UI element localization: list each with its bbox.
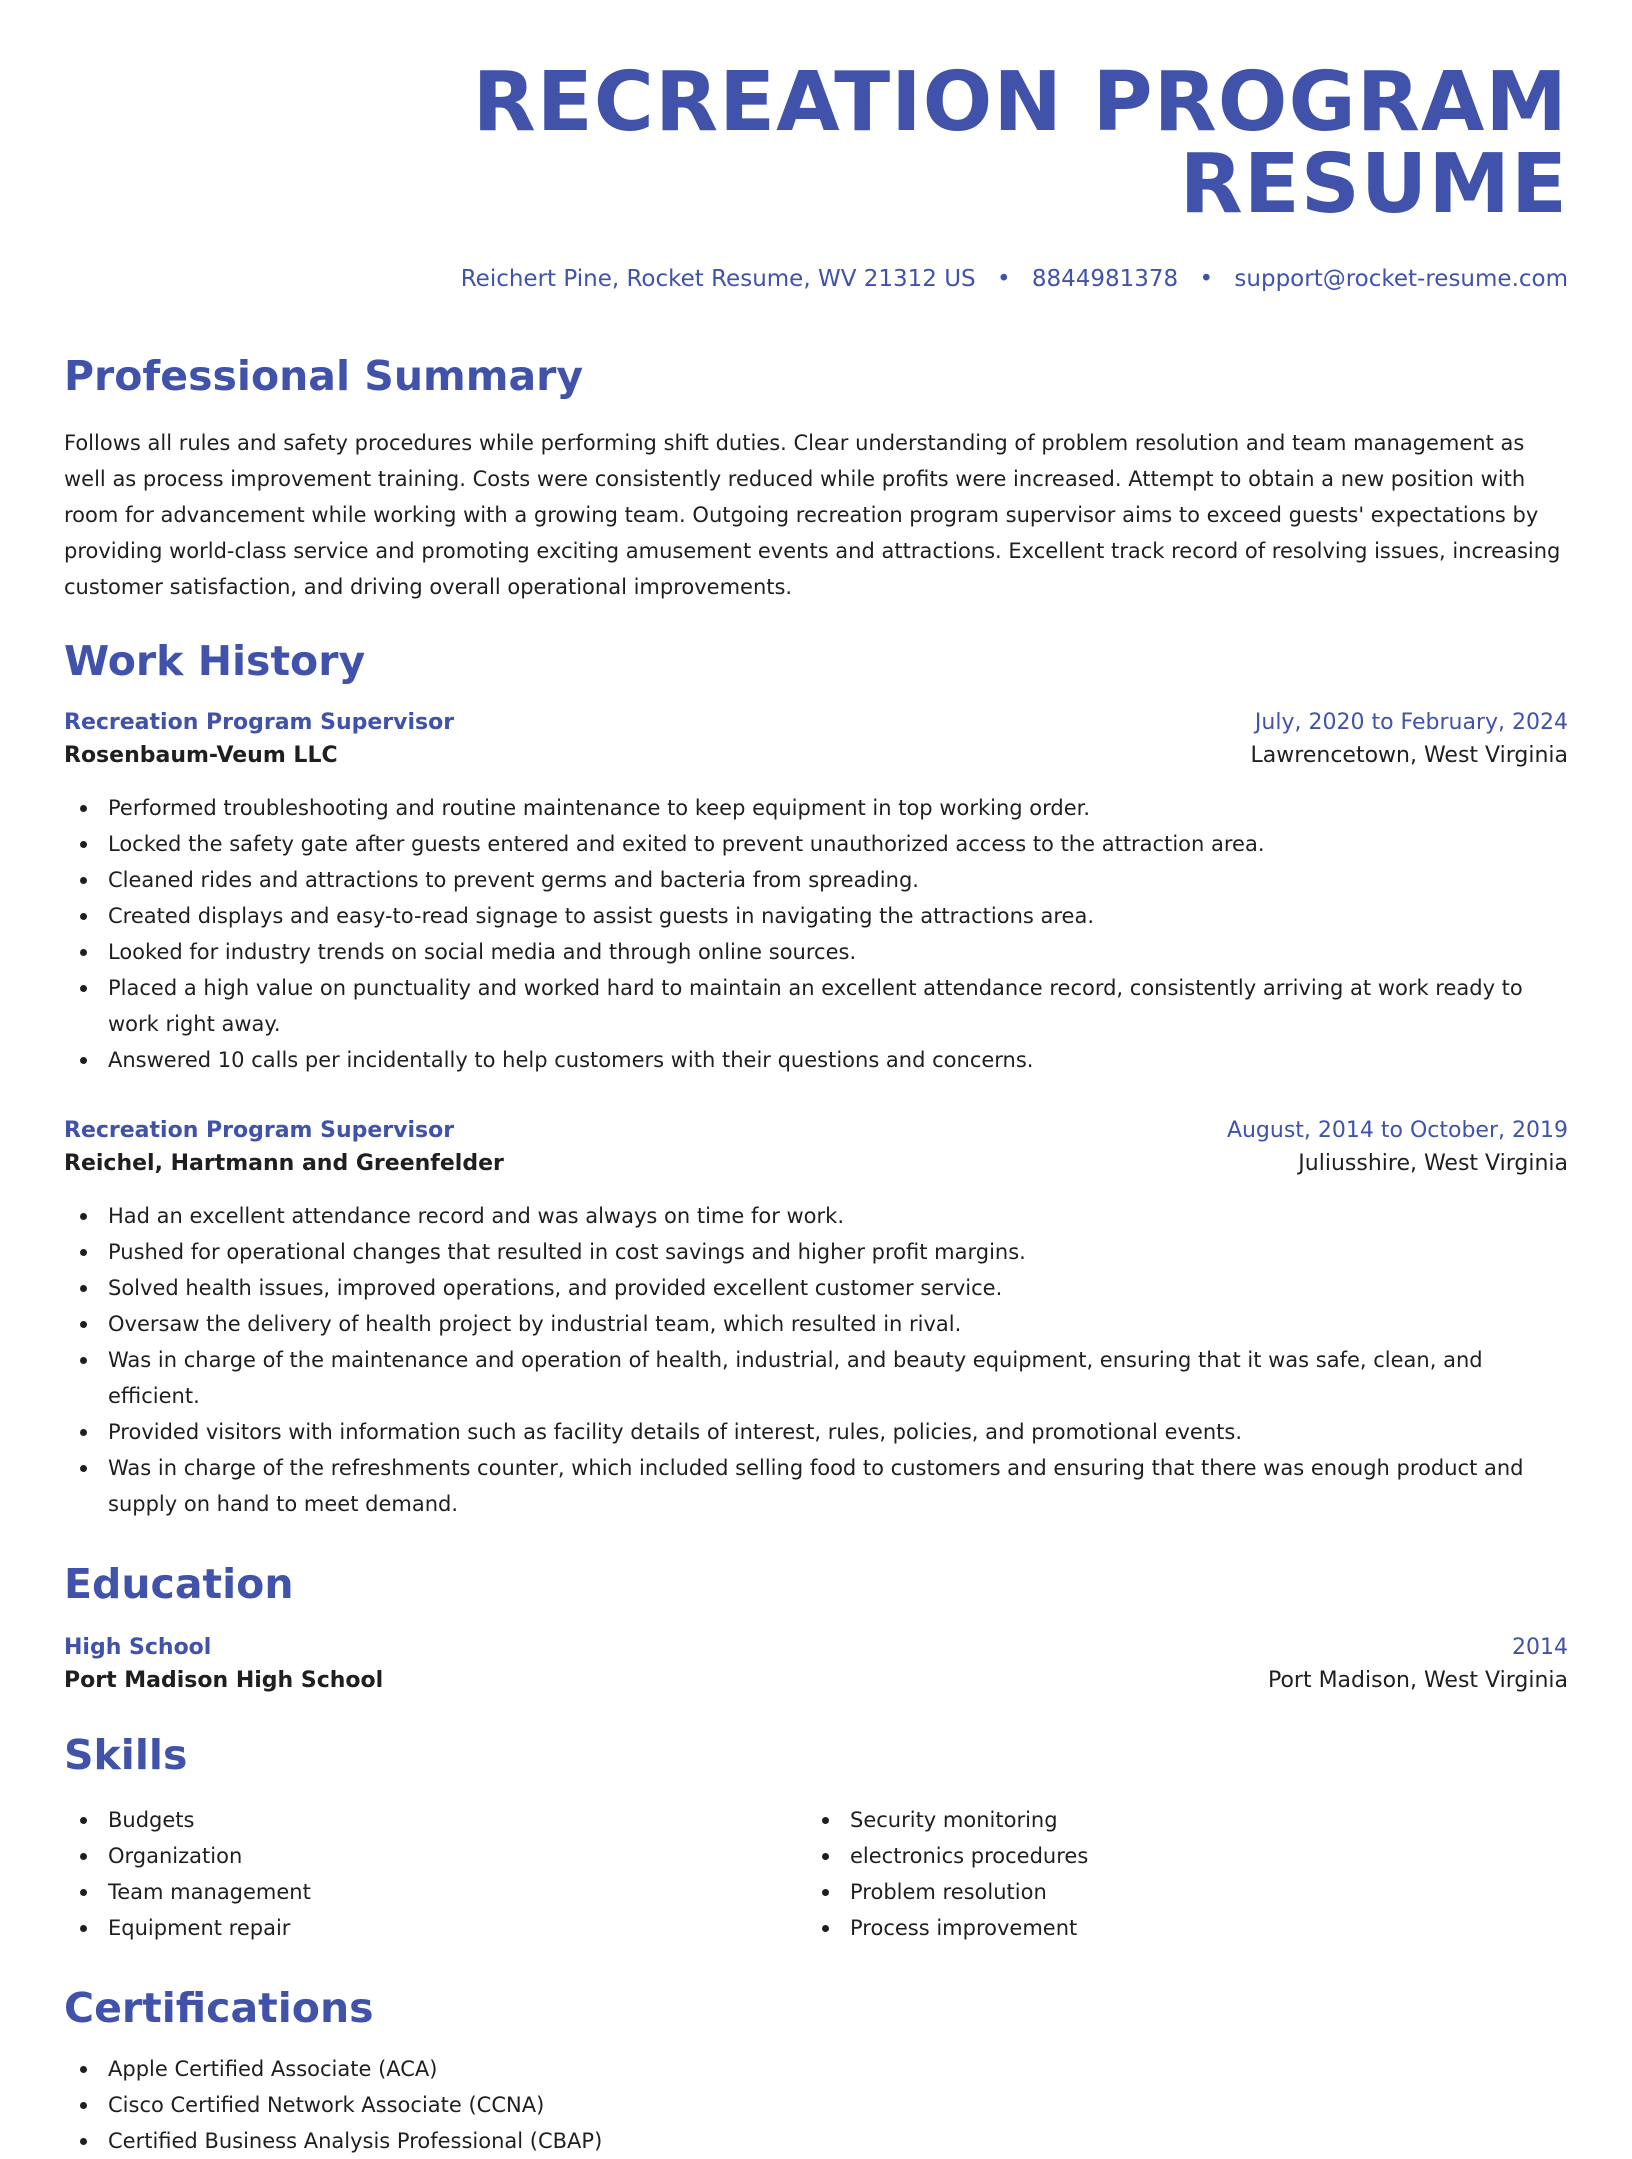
job-title: Recreation Program Supervisor: [64, 710, 455, 735]
list-item: Budgets: [64, 1802, 806, 1838]
job-title: Recreation Program Supervisor: [64, 1118, 455, 1143]
contact-separator: •: [1199, 266, 1214, 292]
list-item: Cisco Certified Network Associate (CCNA): [64, 2087, 1568, 2123]
contact-line: [64, 266, 1568, 292]
job-subheader: [64, 735, 1568, 768]
job-company: Rosenbaum-Veum LLC: [64, 743, 338, 768]
job-company: Reichel, Hartmann and Greenfelder: [64, 1151, 504, 1176]
education-year: 2014: [1512, 1635, 1568, 1660]
job-subheader: [64, 1143, 1568, 1176]
education-heading: Education: [64, 1560, 294, 1608]
job-location: Juliusshire, West Virginia: [1298, 1151, 1568, 1176]
job-entry: [64, 1118, 1568, 1522]
resume-title: RECREATION PROGRAM RESUME: [472, 55, 1568, 232]
education-location: Port Madison, West Virginia: [1267, 1668, 1568, 1693]
job-dates: August, 2014 to October, 2019: [1226, 1118, 1568, 1143]
job-entry: [64, 710, 1568, 1078]
job-dates: July, 2020 to February, 2024: [1254, 710, 1568, 735]
education-header: [64, 1635, 1568, 1660]
list-item: Team management: [64, 1874, 806, 1910]
job-duties-list: [64, 1198, 1568, 1522]
list-item: Equipment repair: [64, 1910, 806, 1946]
education-subheader: [64, 1660, 1568, 1693]
summary-text: Follows all rules and safety procedures while performing shift duties. Clear understanding of problem resolution and team management as well as process improvement training. Costs were consistently reduced while profits were increased. Attempt to obtain a new position with room for advancement while working with a growing team. Outgoing recreation program supervisor aims to exceed guests' expectations by providing world-class service and promoting exciting amusement events and attractions. Excellent track record of resolving issues, increasing customer satisfaction, and driving overall operational improvements.: [64, 431, 1561, 599]
job-location: Lawrencetown, West Virginia: [1250, 743, 1568, 768]
list-item: Placed a high value on punctuality and worked hard to maintain an excellent attendance record, consistently arriving at work ready to work right away.: [64, 970, 1568, 1042]
list-item: Problem resolution: [806, 1874, 1548, 1910]
skills-right-list: [806, 1802, 1548, 1946]
list-item: Looked for industry trends on social media and through online sources.: [64, 934, 1568, 970]
list-item: Provided visitors with information such as facility details of interest, rules, policies, and promotional events.: [64, 1414, 1568, 1450]
list-item: electronics procedures: [806, 1838, 1548, 1874]
certifications-list: [64, 2051, 1568, 2159]
education-degree: High School: [64, 1635, 212, 1660]
skills-column-right: [806, 1802, 1548, 1946]
resume-page: [64, 0, 1568, 2159]
work-history-heading: Work History: [64, 637, 366, 685]
list-item: Was in charge of the maintenance and operation of health, industrial, and beauty equipment, ensuring that it was safe, clean, and efficient.: [64, 1342, 1568, 1414]
list-item: Cleaned rides and attractions to prevent germs and bacteria from spreading.: [64, 862, 1568, 898]
list-item: Solved health issues, improved operations, and provided excellent customer service.: [64, 1270, 1568, 1306]
list-item: Security monitoring: [806, 1802, 1548, 1838]
list-item: Process improvement: [806, 1910, 1548, 1946]
skills-list: [64, 1802, 1568, 1946]
contact-phone: 8844981378: [1031, 266, 1179, 292]
skills-heading: Skills: [64, 1731, 188, 1779]
list-item: Was in charge of the refreshments counter, which included selling food to customers and ensuring that there was enough product and supply on hand to meet demand.: [64, 1450, 1568, 1522]
list-item: Had an excellent attendance record and was always on time for work.: [64, 1198, 1568, 1234]
education-school: Port Madison High School: [64, 1668, 384, 1693]
job-header: [64, 710, 1568, 735]
list-item: Created displays and easy-to-read signage to assist guests in navigating the attractions area.: [64, 898, 1568, 934]
skills-column-left: [64, 1802, 806, 1946]
job-duties-list: [64, 790, 1568, 1078]
contact-separator: •: [996, 266, 1011, 292]
summary-heading: Professional Summary: [64, 352, 584, 400]
list-item: Answered 10 calls per incidentally to help customers with their questions and concerns.: [64, 1042, 1568, 1078]
skills-left-list: [64, 1802, 806, 1946]
job-header: [64, 1118, 1568, 1143]
education-entry: [64, 1635, 1568, 1693]
list-item: Apple Certified Associate (ACA): [64, 2051, 1568, 2087]
certifications-heading: Certifications: [64, 1984, 374, 2032]
list-item: Oversaw the delivery of health project by industrial team, which resulted in rival.: [64, 1306, 1568, 1342]
list-item: Performed troubleshooting and routine maintenance to keep equipment in top working order.: [64, 790, 1568, 826]
list-item: Pushed for operational changes that resulted in cost savings and higher profit margins.: [64, 1234, 1568, 1270]
contact-email: support@rocket-resume.com: [1234, 266, 1568, 292]
list-item: Locked the safety gate after guests entered and exited to prevent unauthorized access to the attraction area.: [64, 826, 1568, 862]
list-item: Certified Business Analysis Professional (CBAP): [64, 2123, 1568, 2159]
contact-address: Reichert Pine, Rocket Resume, WV 21312 US: [460, 266, 976, 292]
list-item: Organization: [64, 1838, 806, 1874]
